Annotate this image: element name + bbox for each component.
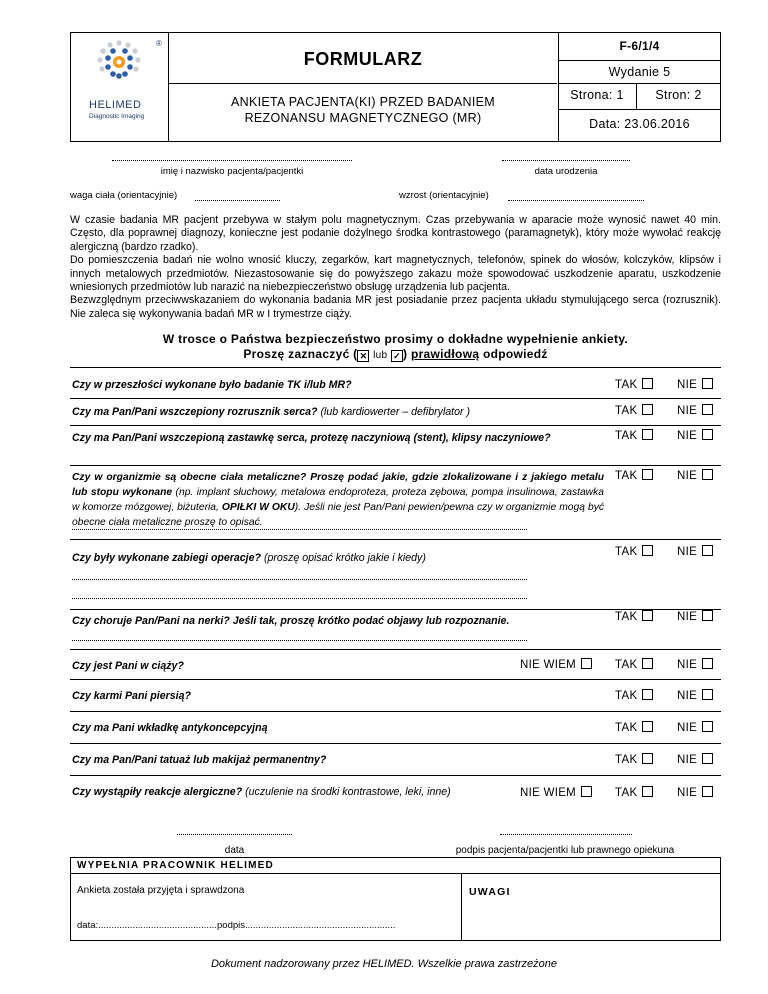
checkbox-icon[interactable] — [702, 786, 713, 797]
yes-option[interactable]: TAK — [615, 610, 653, 623]
question-row — [70, 540, 721, 610]
checkbox-icon[interactable] — [702, 689, 713, 700]
checkbox-icon[interactable] — [642, 378, 653, 389]
yes-option[interactable]: TAK — [615, 689, 653, 702]
instruction-notice — [70, 332, 721, 363]
question-text: Czy ma Pani wkładkę antykoncepcyjną — [72, 722, 268, 734]
checkbox-icon[interactable] — [702, 753, 713, 764]
notice-line-2: Proszę zaznaczyć ( ✕ lub ✓ ) prawidłową odpowiedź — [243, 347, 548, 361]
brand-name: HELIMED — [89, 99, 142, 111]
survey-title-line-2: REZONANSU MAGNETYCZNEGO (MR) — [244, 111, 482, 125]
question-text: Czy jest Pani w ciąży? — [72, 660, 184, 672]
question-row — [70, 610, 721, 650]
dont-know-option[interactable]: NIE WIEM — [520, 658, 592, 671]
page-number: Strona: 1 — [570, 88, 624, 102]
checkbox-icon[interactable] — [642, 753, 653, 764]
question-text: Czy ma Pan/Pani tatuaż lub makijaż permanentny? — [72, 754, 327, 766]
question-text: Czy były wykonane zabiegi operacje? (proszę opisać krótko jakie i kiedy) — [72, 552, 426, 564]
check-checkbox-icon: ✓ — [391, 350, 403, 362]
remarks-label: UWAGI — [469, 886, 511, 898]
question-row — [70, 426, 721, 466]
intro-paragraph: Do pomieszczenia badań nie wolno wnosić kluczy, zegarków, kart magnetycznych, telefonów, spinek do włosów, kolczyków, klipsów i innych metalowych przedmiotów. Niezastosowanie się do powyższego zakazu może spowodować uszkodzenie aparatu, uszkodzenie wniesionych przedmiotów lub narazić na niebezpieczeństwo obsługę urządzenia lub pacjenta. — [70, 254, 721, 294]
checkbox-icon[interactable] — [702, 429, 713, 440]
answer-field[interactable] — [72, 598, 527, 599]
no-option[interactable]: NIE — [677, 610, 713, 623]
no-option[interactable]: NIE — [677, 786, 713, 799]
checkbox-icon[interactable] — [642, 469, 653, 480]
yes-option[interactable]: TAK — [615, 721, 653, 734]
signature-date-label: data — [224, 845, 245, 856]
checkbox-icon[interactable] — [642, 610, 653, 621]
yes-option[interactable]: TAK — [615, 378, 653, 391]
no-option[interactable]: NIE — [677, 404, 713, 417]
checkbox-icon[interactable] — [581, 658, 592, 669]
notice-line-1: W trosce o Państwa bezpieczeństwo prosimy o dokładne wypełnienie ankiety. — [162, 332, 629, 346]
answer-field[interactable] — [72, 529, 527, 530]
answer-field[interactable] — [72, 640, 527, 641]
registered-mark: ® — [156, 39, 162, 48]
patient-signature-field[interactable] — [500, 834, 632, 835]
survey-title — [168, 94, 558, 126]
logo-icon — [71, 33, 168, 103]
signature-date-field[interactable] — [177, 834, 292, 835]
checkbox-icon[interactable] — [642, 429, 653, 440]
yes-option[interactable]: TAK — [615, 658, 653, 671]
checkbox-icon[interactable] — [642, 404, 653, 415]
intro-paragraph: Bezwzględnym przeciwwskazaniem do wykonania badania MR jest posiadanie przez pacjenta układu stymulującego serca (rozrusznik). Nie zaleca się wykonywania badań MR w I trymestrze ciąży. — [70, 294, 721, 320]
staff-signature-field[interactable]: podpis......................................................... — [217, 920, 396, 931]
no-option[interactable]: NIE — [677, 469, 713, 482]
staff-heading: WYPEŁNIA PRACOWNIK HELIMED — [71, 858, 720, 874]
answer-field[interactable] — [72, 579, 527, 580]
checkbox-icon[interactable] — [702, 721, 713, 732]
checkbox-icon[interactable] — [702, 404, 713, 415]
intro-text — [70, 214, 721, 321]
birthdate-field[interactable] — [502, 160, 630, 161]
form-title: FORMULARZ — [303, 49, 423, 69]
form-date: Data: 23.06.2016 — [589, 117, 690, 131]
dont-know-option[interactable]: NIE WIEM — [520, 786, 592, 799]
question-row — [70, 466, 721, 540]
form-header — [70, 32, 721, 142]
checkbox-icon[interactable] — [642, 721, 653, 732]
question-text: Czy wystąpiły reakcje alergiczne? (uczulenie na środki kontrastowe, leki, inne) — [72, 786, 451, 798]
height-field[interactable] — [508, 200, 644, 201]
form-edition: Wydanie 5 — [608, 65, 671, 79]
brand-subtitle: Diagnostic Imaging — [89, 113, 145, 120]
no-option[interactable]: NIE — [677, 721, 713, 734]
no-option[interactable]: NIE — [677, 658, 713, 671]
question-row — [70, 776, 721, 811]
page-count: Stron: 2 — [655, 88, 702, 102]
x-checkbox-icon: ✕ — [357, 350, 369, 362]
staff-section — [70, 857, 721, 941]
footer-note: Dokument nadzorowany przez HELIMED. Wszelkie prawa zastrzeżone — [210, 958, 558, 970]
question-text: Czy ma Pan/Pani wszczepioną zastawkę serca, protezę naczyniową (stent), klipsy naczyniowe? — [72, 432, 551, 444]
question-row — [70, 680, 721, 712]
no-option[interactable]: NIE — [677, 429, 713, 442]
question-row — [70, 367, 721, 399]
checkbox-icon[interactable] — [702, 610, 713, 621]
accepted-label: Ankieta została przyjęta i sprawdzona — [77, 885, 245, 896]
question-text: Czy ma Pan/Pani wszczepiony rozrusznik serca? (lub kardiowerter – defibrylator ) — [72, 406, 471, 418]
checkbox-icon[interactable] — [702, 545, 713, 556]
no-option[interactable]: NIE — [677, 753, 713, 766]
height-label: wzrost (orientacyjnie) — [399, 190, 489, 201]
yes-option[interactable]: TAK — [615, 786, 653, 799]
checkbox-icon[interactable] — [702, 378, 713, 389]
yes-option[interactable]: TAK — [615, 429, 653, 442]
yes-option[interactable]: TAK — [615, 753, 653, 766]
yes-option[interactable]: TAK — [615, 404, 653, 417]
patient-signature-label: podpis pacjenta/pacjentki lub prawnego opiekuna — [455, 845, 675, 856]
helimed-logo — [71, 33, 168, 140]
question-text: Czy w przeszłości wykonane było badanie TK i/lub MR? — [72, 379, 352, 391]
question-text: Czy karmi Pani piersią? — [72, 690, 191, 702]
name-field[interactable] — [112, 160, 352, 161]
question-text: Czy choruje Pan/Pani na nerki? Jeśli tak, proszę krótko podać objawy lub rozpoznanie. — [72, 615, 510, 627]
form-code: F-6/1/4 — [619, 39, 660, 53]
question-row — [70, 650, 721, 680]
no-option[interactable]: NIE — [677, 378, 713, 391]
question-row — [70, 712, 721, 744]
checkbox-icon[interactable] — [642, 689, 653, 700]
birthdate-label: data urodzenia — [534, 166, 598, 177]
checkbox-icon[interactable] — [702, 469, 713, 480]
staff-date-field[interactable]: data:............................................. — [77, 920, 217, 931]
weight-label: waga ciała (orientacyjnie) — [70, 190, 178, 201]
checkbox-icon[interactable] — [581, 786, 592, 797]
yes-option[interactable]: TAK — [615, 545, 653, 558]
checkbox-icon[interactable] — [642, 658, 653, 669]
checkbox-icon[interactable] — [702, 658, 713, 669]
checkbox-icon[interactable] — [642, 786, 653, 797]
question-row — [70, 399, 721, 426]
checkbox-icon[interactable] — [642, 545, 653, 556]
question-text: Czy w organizmie są obecne ciała metaliczne? Proszę podać jakie, gdzie zlokalizowane i z jakiego metalu lub stopu wykonane (np. implant słuchowy, metalowa endoproteza, proteza zębowa, pompa insulinowa, zastawka w komorze mózgowej, biżuteria, OPIŁKI W OKU). Jeśli nie jest Pan/Pani pewien/pewna czy w organizmie mogą być obecne ciała metaliczne proszę to opisać. — [72, 472, 604, 528]
name-label: imię i nazwisko pacjenta/pacjentki — [160, 166, 304, 177]
question-row — [70, 744, 721, 776]
no-option[interactable]: NIE — [677, 545, 713, 558]
no-option[interactable]: NIE — [677, 689, 713, 702]
survey-title-line-1: ANKIETA PACJENTA(KI) PRZED BADANIEM — [230, 95, 495, 109]
yes-option[interactable]: TAK — [615, 469, 653, 482]
weight-field[interactable] — [195, 200, 280, 201]
intro-paragraph: W czasie badania MR pacjent przebywa w stałym polu magnetycznym. Czas przebywania w aparacie może wynosić nawet 40 min. Często, dla poprawnej diagnozy, konieczne jest podanie dożylnego środka kontrastowego (paramagnetyk), który może wywołać reakcję alergiczną (bardzo rzadko). — [70, 214, 721, 253]
